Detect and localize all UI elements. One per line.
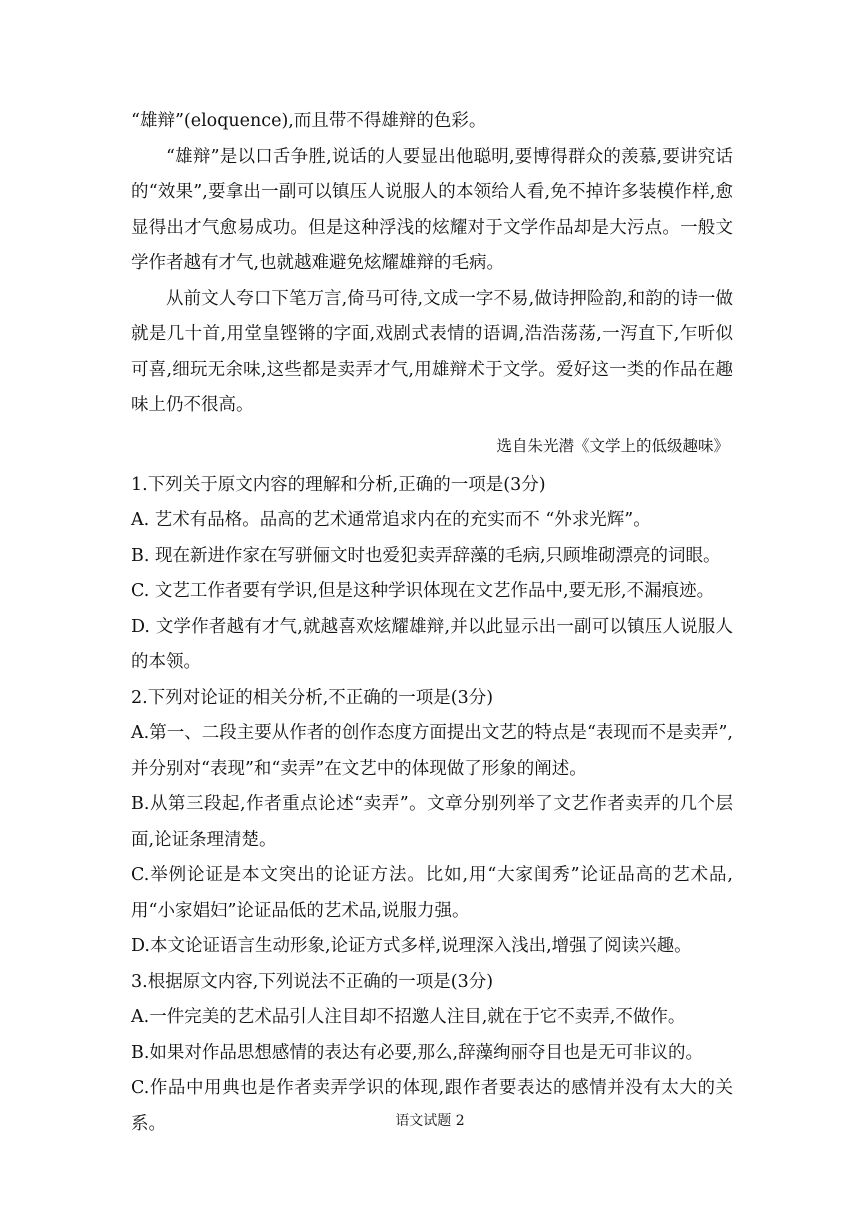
question-option: C.作品中用典也是作者卖弄学识的体现,跟作者要表达的感情并没有太大的关系。 — [131, 1078, 733, 1134]
question-option: C.举例论证是本文突出的论证方法。比如,用“大家闺秀”论证品高的艺术品,用“小家娼妇”论证品低的艺术品,说服力强。 — [131, 865, 733, 921]
question-option: D. 文学作者越有才气,就越喜欢炫耀雄辩,并以此显示出一副可以镇压人说服人的本领。 — [131, 616, 733, 672]
question-stem: 1.下列关于原文内容的理解和分析,正确的一项是(3分) — [131, 474, 546, 495]
question-2 — [131, 681, 733, 965]
page-footer: 语文试题 2 — [395, 1113, 465, 1129]
question-option: B.如果对作品思想感情的表达有必要,那么,辞藻绚丽夺目也是无可非议的。 — [131, 1042, 704, 1063]
question-option: A.一件完美的艺术品引人注目却不招邀人注目,就在于它不卖弄,不做作。 — [131, 1007, 686, 1027]
passage-source: 选自朱光潜《文学上的低级趣味》 — [496, 436, 729, 455]
question-option: B.从第三段起,作者重点论述“卖弄”。文章分别列举了文艺作者卖弄的几个层面,论证条理清楚。 — [131, 794, 733, 850]
question-option: D.本文论证语言生动形象,论证方式多样,说理深入浅出,增强了阅读兴趣。 — [131, 936, 692, 956]
question-option: C. 文艺工作者要有学识,但是这种学识体现在文艺作品中,要无形,不漏痕迹。 — [131, 581, 715, 601]
question-option: A. 艺术有品格。品高的艺术通常追求内在的充实而不 “外求光辉”。 — [131, 510, 651, 530]
page-content — [131, 104, 733, 1142]
passage-paragraph-1: “雄辩”(eloquence),而且带不得雄辩的色彩。 — [131, 111, 487, 131]
question-stem: 2.下列对论证的相关分析,不正确的一项是(3分) — [131, 687, 494, 708]
question-stem: 3.根据原文内容,下列说法不正确的一项是(3分) — [131, 971, 494, 992]
question-1 — [131, 468, 733, 681]
question-option: B. 现在新进作家在写骈俪文时也爱犯卖弄辞藻的毛病,只顾堆砌漂亮的词眼。 — [131, 545, 721, 566]
passage-paragraph-2: “雄辩”是以口舌争胜,说话的人要显出他聪明,要博得群众的羡慕,要讲究话的“效果”,要拿出一副可以镇压人说服人的本领给人看,免不掉许多装模作样,愈显得出才气愈易成功。但是这种浮浅的炫耀对于文学作品却是大污点。一般文学作者越有才气,也就越难避免炫耀雄辩的毛病。 — [131, 146, 733, 273]
passage-paragraph-3: 从前文人夸口下笔万言,倚马可待,文成一字不易,做诗押险韵,和韵的诗一做就是几十首,用堂皇铿锵的字面,戏剧式表情的语调,浩浩荡荡,一泻直下,乍听似可喜,细玩无余味,这些都是卖弄才气,用雄辩术于文学。爱好这一类的作品在趣味上仍不很高。 — [131, 288, 733, 415]
question-option: A.第一、二段主要从作者的创作态度方面提出文艺的特点是“表现而不是卖弄”,并分别对“表现”和“卖弄”在文艺中的体现做了形象的阐述。 — [131, 723, 733, 779]
